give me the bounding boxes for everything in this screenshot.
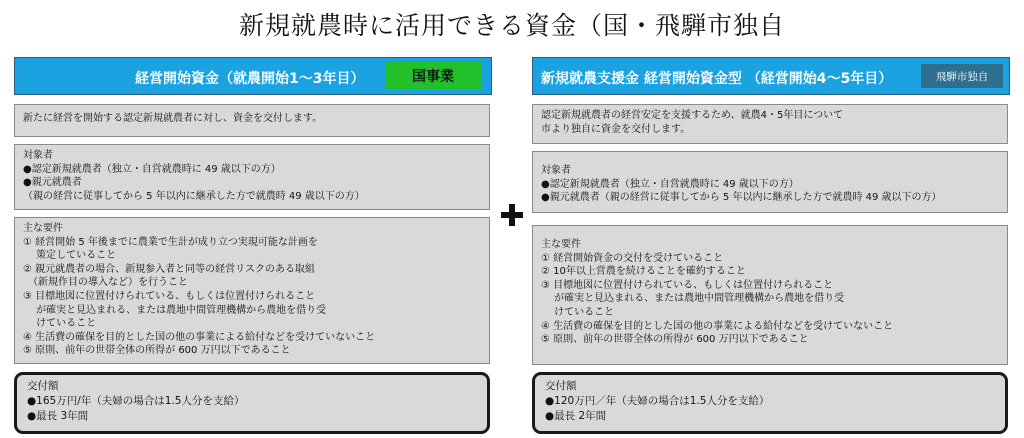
national-requirements-heading: 主な要件 xyxy=(23,223,63,234)
national-requirement-line: ④ 生活費の確保を目的とした国の他の事業による給付などを受けていないこと xyxy=(23,331,376,343)
city-amount-line: ●120万円／年（夫婦の場合は1.5人分を支給） xyxy=(545,395,770,407)
city-requirements-box xyxy=(532,225,1008,365)
city-intro-box xyxy=(532,104,1008,144)
national-requirement-line: けていること xyxy=(23,318,97,330)
city-amount-heading: 交付額 xyxy=(545,380,577,392)
national-requirements-box xyxy=(14,217,490,364)
national-program-title: 経営開始資金（就農開始1～3年目） xyxy=(135,71,365,87)
national-program-header xyxy=(14,57,492,95)
city-requirements-heading: 主な要件 xyxy=(541,239,581,250)
city-intro-line: 市より独自に資金を交付します。 xyxy=(541,123,691,135)
national-requirement-line: ② 親元就農者の場合、新規参入者と同等の経営リスクのある取組 xyxy=(23,263,315,275)
city-amount-box xyxy=(532,372,1008,434)
national-requirement-line: が確実と見込まれる、または農地中間管理機構から農地を借り受 xyxy=(23,304,327,316)
national-target-box xyxy=(14,144,490,210)
national-requirement-line: ⑤ 原則、前年の世帯全体の所得が 600 万円以下であること xyxy=(23,345,291,357)
national-amount-line: ●165万円/年（夫婦の場合は1.5人分を支給） xyxy=(27,395,245,407)
city-requirement-line: ① 経営開始資金の交付を受けていること xyxy=(541,252,724,264)
national-target-line: ●親元就農者 xyxy=(23,177,82,189)
city-requirement-line: けていること xyxy=(541,306,615,318)
city-requirement-line: ⑤ 原則、前年の世帯全体の所得が 600 万円以下であること xyxy=(541,334,809,346)
national-target-line: （親の経営に従事してから 5 年以内に継承した方で就農時 49 歳以下の方） xyxy=(23,190,365,202)
city-requirement-line: ③ 目標地図に位置付けられている、もしくは位置付けられること xyxy=(541,279,834,291)
city-target-line: ●親元就農者（親の経営に従事してから 5 年以内に継承した方で就農時 49 歳以下の方） xyxy=(541,192,942,204)
city-target-line: ●認定新規就農者（独立・自営就農時に 49 歳以下の方） xyxy=(541,178,799,190)
page-title: 新規就農時に活用できる資金（国・飛騨市独自 xyxy=(238,11,785,40)
national-target-line: ●認定新規就農者（独立・自営就農時に 49 歳以下の方） xyxy=(23,163,281,175)
city-amount-line: ●最長 2年間 xyxy=(545,410,607,422)
city-target-box xyxy=(532,151,1008,213)
national-requirement-line: ③ 目標地図に位置付けられている、もしくは位置付けられること xyxy=(23,290,316,302)
city-program-header xyxy=(532,57,1010,95)
national-requirement-line: ① 経営開始 5 年後までに農業で生計が成り立つ実現可能な計画を xyxy=(23,236,318,248)
national-target-heading: 対象者 xyxy=(23,150,53,161)
city-requirement-line: が確実と見込まれる、または農地中間管理機構から農地を借り受 xyxy=(541,293,845,305)
national-amount-line: ●最長 3年間 xyxy=(27,410,89,422)
national-intro-line: 新たに経営を開始する認定新規就農者に対し、資金を交付します。 xyxy=(23,113,323,124)
plus-icon xyxy=(501,204,523,226)
city-program-title: 新規就農支援金 経営開始資金型 （経営開始4～5年目） xyxy=(541,71,893,87)
national-intro-box xyxy=(14,104,490,137)
national-amount-box xyxy=(14,372,490,434)
city-program-badge: 飛騨市独自 xyxy=(921,64,1003,88)
national-requirement-line: （新規作目の導入など）を行うこと xyxy=(23,277,188,289)
national-amount-heading: 交付額 xyxy=(27,380,59,392)
city-intro-line: 認定新規就農者の経営安定を支援するため、就農4・5年目について xyxy=(541,110,844,121)
city-requirement-line: ② 10年以上営農を続けることを確約すること xyxy=(541,266,746,278)
city-target-heading: 対象者 xyxy=(541,165,571,176)
national-requirement-line: 策定していること xyxy=(23,250,117,262)
national-program-badge: 国事業 xyxy=(385,62,481,89)
city-requirement-line: ④ 生活費の確保を目的とした国の他の事業による給付などを受けていないこと xyxy=(541,320,894,332)
